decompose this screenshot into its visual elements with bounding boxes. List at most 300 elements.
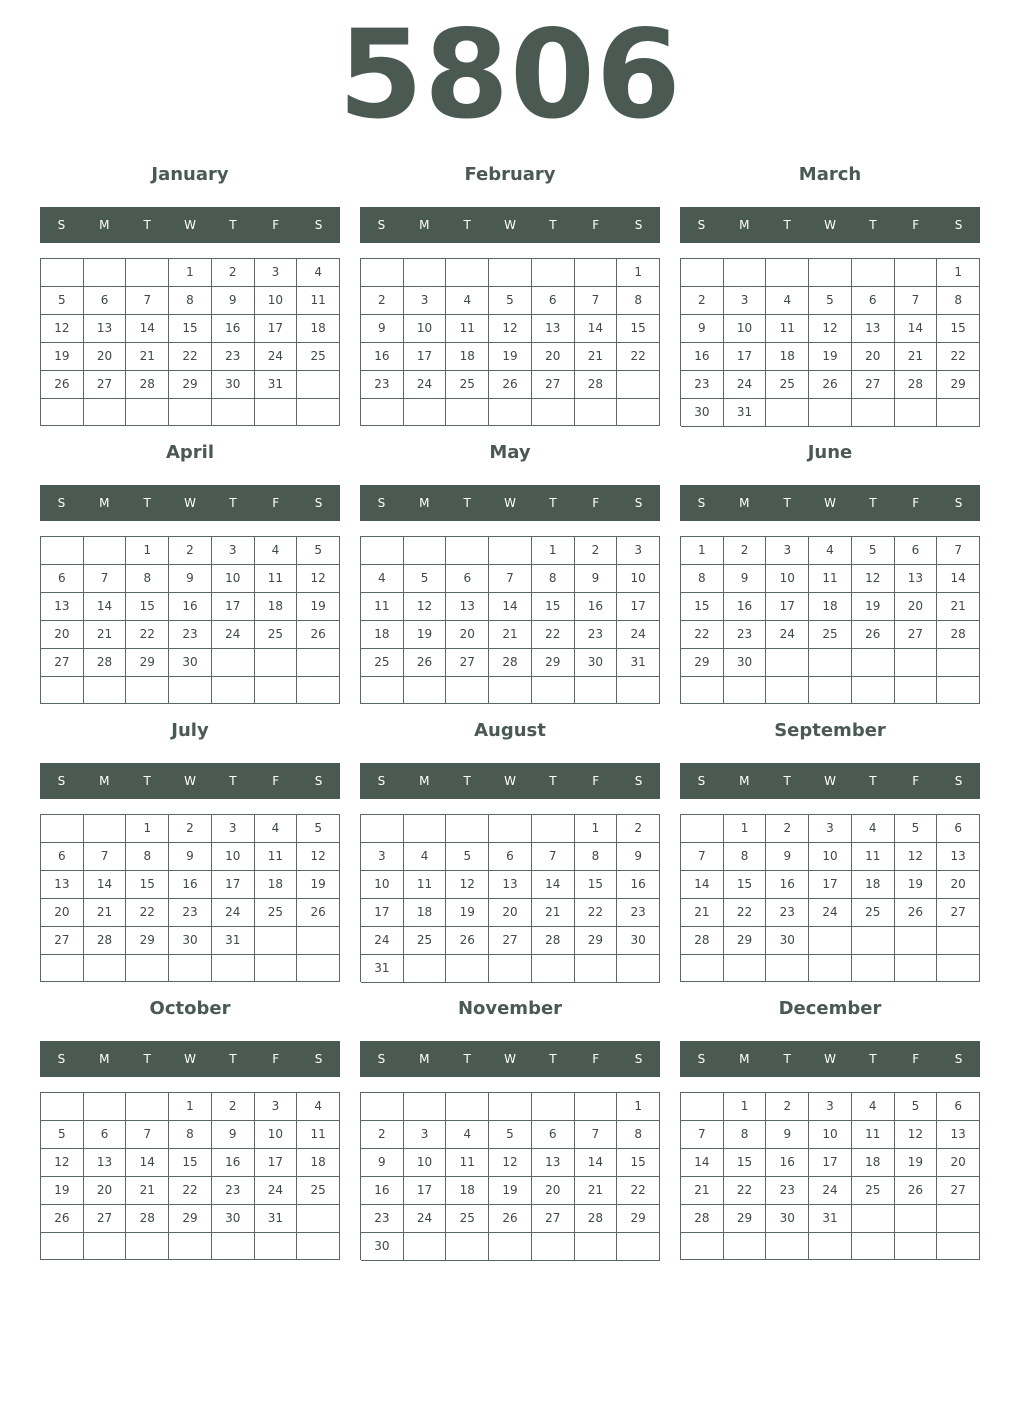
day-cell: 25 [852,899,895,927]
empty-day-cell [895,649,938,677]
empty-day-cell [255,927,298,955]
empty-day-cell [766,955,809,982]
empty-day-cell [852,677,895,704]
empty-day-cell [446,259,489,287]
day-cell: 8 [575,843,618,871]
empty-day-cell [212,955,255,982]
empty-day-cell [617,677,660,704]
day-cell: 4 [255,815,298,843]
empty-day-cell [937,399,980,427]
day-cell: 23 [766,1177,809,1205]
day-cell: 14 [937,565,980,593]
empty-day-cell [126,955,169,982]
day-grid [360,1092,660,1260]
weekday-label: S [954,218,963,232]
day-cell: 9 [681,315,724,343]
day-cell: 26 [489,1205,532,1233]
weekday-label: S [314,496,323,510]
day-cell: 18 [255,871,298,899]
day-cell: 17 [212,593,255,621]
day-cell: 30 [766,1205,809,1233]
month-title: May [489,442,531,463]
weekday-label: T [549,218,557,232]
empty-day-cell [532,815,575,843]
empty-day-cell [126,677,169,704]
weekday-label: T [869,218,877,232]
empty-day-cell [212,399,255,426]
day-cell: 20 [895,593,938,621]
day-cell: 8 [169,1121,212,1149]
day-cell: 15 [617,315,660,343]
day-cell: 5 [41,1121,84,1149]
day-cell: 30 [169,927,212,955]
day-cell: 31 [212,927,255,955]
day-cell: 25 [297,343,340,371]
day-cell: 10 [255,287,298,315]
empty-day-cell [41,1093,84,1121]
day-cell: 1 [937,259,980,287]
day-cell: 22 [532,621,575,649]
weekday-label: S [954,496,963,510]
empty-day-cell [84,1093,127,1121]
day-cell: 23 [681,371,724,399]
weekday-label: M [419,218,430,232]
day-cell: 18 [446,1177,489,1205]
day-cell: 8 [724,1121,767,1149]
day-cell: 18 [446,343,489,371]
day-cell: 20 [84,1177,127,1205]
empty-day-cell [809,1233,852,1260]
weekday-header [360,763,660,799]
day-cell: 26 [41,371,84,399]
month-title: August [474,720,546,741]
day-cell: 3 [809,815,852,843]
weekday-label: T [143,496,151,510]
weekday-label: S [634,496,643,510]
day-cell: 27 [84,371,127,399]
day-cell: 23 [766,899,809,927]
day-cell: 17 [724,343,767,371]
empty-day-cell [489,399,532,426]
day-cell: 25 [361,649,404,677]
empty-day-cell [895,927,938,955]
day-cell: 14 [532,871,575,899]
empty-day-cell [446,537,489,565]
day-cell: 29 [126,927,169,955]
day-cell: 4 [446,1121,489,1149]
empty-day-cell [446,399,489,426]
day-cell: 12 [41,1149,84,1177]
day-cell: 6 [532,1121,575,1149]
day-cell: 15 [126,593,169,621]
weekday-label: W [504,774,516,788]
day-cell: 7 [84,565,127,593]
day-cell: 3 [809,1093,852,1121]
day-cell: 2 [212,1093,255,1121]
day-cell: 24 [255,343,298,371]
empty-day-cell [255,649,298,677]
empty-day-cell [126,399,169,426]
day-cell: 18 [361,621,404,649]
day-cell: 8 [724,843,767,871]
day-cell: 24 [361,927,404,955]
day-cell: 11 [766,315,809,343]
weekday-label: S [697,1052,706,1066]
empty-day-cell [212,677,255,704]
day-cell: 29 [617,1205,660,1233]
day-cell: 30 [681,399,724,427]
empty-day-cell [126,259,169,287]
day-cell: 29 [724,1205,767,1233]
empty-day-cell [361,1093,404,1121]
day-cell: 3 [766,537,809,565]
day-cell: 6 [446,565,489,593]
day-cell: 22 [937,343,980,371]
day-cell: 19 [446,899,489,927]
day-cell: 20 [446,621,489,649]
empty-day-cell [809,677,852,704]
day-cell: 3 [255,1093,298,1121]
empty-day-cell [617,371,660,399]
day-cell: 16 [724,593,767,621]
day-cell: 12 [895,843,938,871]
empty-day-cell [681,677,724,704]
empty-day-cell [937,649,980,677]
weekday-label: T [143,1052,151,1066]
weekday-label: M [419,1052,430,1066]
day-cell: 17 [809,1149,852,1177]
day-cell: 10 [617,565,660,593]
day-cell: 26 [895,1177,938,1205]
day-cell: 8 [617,287,660,315]
weekday-label: W [824,496,836,510]
day-cell: 23 [212,343,255,371]
empty-day-cell [681,1093,724,1121]
day-cell: 10 [361,871,404,899]
day-cell: 18 [255,593,298,621]
empty-day-cell [212,1233,255,1260]
day-cell: 14 [575,1149,618,1177]
day-cell: 17 [361,899,404,927]
day-cell: 18 [297,1149,340,1177]
empty-day-cell [297,955,340,982]
empty-day-cell [446,815,489,843]
day-cell: 19 [895,871,938,899]
day-cell: 20 [852,343,895,371]
day-cell: 28 [126,371,169,399]
day-cell: 28 [532,927,575,955]
month-september [680,714,980,984]
day-cell: 22 [169,343,212,371]
empty-day-cell [724,955,767,982]
weekday-label: T [229,1052,237,1066]
weekday-header [680,485,980,521]
empty-day-cell [575,677,618,704]
day-cell: 13 [41,871,84,899]
day-cell: 12 [852,565,895,593]
day-cell: 6 [489,843,532,871]
day-cell: 5 [809,287,852,315]
empty-day-cell [361,259,404,287]
day-cell: 1 [724,1093,767,1121]
weekday-label: S [377,774,386,788]
day-grid [360,814,660,982]
day-cell: 24 [809,899,852,927]
day-cell: 22 [169,1177,212,1205]
day-cell: 10 [212,843,255,871]
empty-day-cell [937,927,980,955]
day-cell: 19 [404,621,447,649]
empty-day-cell [532,1093,575,1121]
day-cell: 4 [297,259,340,287]
empty-day-cell [297,1233,340,1260]
month-april [40,436,340,706]
day-cell: 13 [41,593,84,621]
day-cell: 27 [41,649,84,677]
day-cell: 13 [532,1149,575,1177]
day-cell: 16 [361,1177,404,1205]
day-cell: 21 [84,621,127,649]
day-cell: 29 [724,927,767,955]
empty-day-cell [41,537,84,565]
day-cell: 6 [84,1121,127,1149]
day-cell: 19 [809,343,852,371]
day-cell: 13 [446,593,489,621]
day-cell: 14 [84,871,127,899]
day-cell: 1 [617,259,660,287]
empty-day-cell [84,259,127,287]
day-cell: 25 [446,1205,489,1233]
day-cell: 28 [84,927,127,955]
weekday-label: S [57,774,66,788]
day-cell: 7 [126,1121,169,1149]
day-cell: 18 [852,1149,895,1177]
day-cell: 19 [297,593,340,621]
day-cell: 18 [766,343,809,371]
weekday-label: T [143,774,151,788]
day-cell: 8 [126,843,169,871]
day-cell: 28 [84,649,127,677]
weekday-label: M [99,496,110,510]
empty-day-cell [681,815,724,843]
empty-day-cell [681,1233,724,1260]
month-title: March [798,164,862,185]
weekday-label: T [549,1052,557,1066]
day-cell: 28 [489,649,532,677]
day-cell: 12 [809,315,852,343]
day-cell: 6 [937,1093,980,1121]
weekday-label: F [272,1052,280,1066]
day-cell: 24 [212,621,255,649]
empty-day-cell [404,677,447,704]
empty-day-cell [617,399,660,426]
day-cell: 23 [617,899,660,927]
day-cell: 19 [895,1149,938,1177]
empty-day-cell [895,677,938,704]
weekday-header [680,207,980,243]
day-cell: 28 [937,621,980,649]
day-cell: 26 [809,371,852,399]
empty-day-cell [937,1205,980,1233]
day-cell: 18 [809,593,852,621]
day-cell: 28 [681,927,724,955]
weekday-label: T [783,1052,791,1066]
month-title: June [807,442,853,463]
day-cell: 26 [895,899,938,927]
day-cell: 31 [255,371,298,399]
day-cell: 1 [169,1093,212,1121]
weekday-label: T [869,496,877,510]
empty-day-cell [84,399,127,426]
weekday-label: M [739,218,750,232]
day-cell: 31 [617,649,660,677]
day-cell: 26 [489,371,532,399]
month-title: December [778,998,882,1019]
day-cell: 1 [126,815,169,843]
weekday-label: T [229,496,237,510]
empty-day-cell [852,649,895,677]
weekday-label: T [783,774,791,788]
day-cell: 23 [169,899,212,927]
weekday-label: T [549,774,557,788]
day-cell: 24 [212,899,255,927]
day-cell: 20 [489,899,532,927]
day-cell: 7 [575,1121,618,1149]
day-cell: 25 [852,1177,895,1205]
empty-day-cell [126,1093,169,1121]
weekday-label: W [184,496,196,510]
day-cell: 16 [575,593,618,621]
weekday-label: T [229,774,237,788]
day-cell: 12 [297,843,340,871]
empty-day-cell [724,1233,767,1260]
weekday-label: M [739,1052,750,1066]
day-cell: 7 [126,287,169,315]
empty-day-cell [361,537,404,565]
weekday-header [40,207,340,243]
empty-day-cell [255,677,298,704]
empty-day-cell [446,677,489,704]
day-cell: 12 [489,1149,532,1177]
day-grid [680,1092,980,1260]
empty-day-cell [255,955,298,982]
day-cell: 6 [895,537,938,565]
day-cell: 15 [724,1149,767,1177]
day-cell: 16 [361,343,404,371]
day-cell: 5 [895,815,938,843]
day-cell: 9 [617,843,660,871]
day-cell: 2 [766,815,809,843]
day-cell: 25 [809,621,852,649]
day-cell: 17 [404,1177,447,1205]
weekday-label: W [184,1052,196,1066]
empty-day-cell [169,1233,212,1260]
day-cell: 17 [766,593,809,621]
day-cell: 11 [361,593,404,621]
day-cell: 21 [489,621,532,649]
day-cell: 9 [169,843,212,871]
day-cell: 6 [532,287,575,315]
empty-day-cell [681,955,724,982]
day-cell: 1 [724,815,767,843]
day-cell: 4 [361,565,404,593]
day-cell: 21 [532,899,575,927]
day-cell: 27 [937,899,980,927]
weekday-label: S [377,496,386,510]
empty-day-cell [84,955,127,982]
day-cell: 16 [617,871,660,899]
day-cell: 10 [404,1149,447,1177]
day-cell: 13 [84,315,127,343]
empty-day-cell [766,399,809,427]
day-cell: 15 [681,593,724,621]
empty-day-cell [489,1233,532,1261]
empty-day-cell [575,399,618,426]
day-cell: 28 [575,1205,618,1233]
weekday-label: F [912,774,920,788]
empty-day-cell [617,955,660,983]
day-cell: 4 [297,1093,340,1121]
weekday-label: T [463,218,471,232]
weekday-label: T [463,774,471,788]
empty-day-cell [446,1233,489,1261]
weekday-label: F [912,496,920,510]
weekday-label: T [549,496,557,510]
day-cell: 12 [41,315,84,343]
day-cell: 21 [575,1177,618,1205]
day-cell: 5 [852,537,895,565]
day-cell: 21 [84,899,127,927]
month-june [680,436,980,706]
day-cell: 14 [895,315,938,343]
weekday-label: S [634,218,643,232]
day-cell: 26 [41,1205,84,1233]
day-cell: 23 [212,1177,255,1205]
empty-day-cell [361,815,404,843]
empty-day-cell [895,1205,938,1233]
weekday-label: T [143,218,151,232]
empty-day-cell [937,1233,980,1260]
empty-day-cell [895,1233,938,1260]
empty-day-cell [809,927,852,955]
day-cell: 24 [404,371,447,399]
day-cell: 25 [255,621,298,649]
day-cell: 10 [255,1121,298,1149]
weekday-label: M [739,774,750,788]
day-cell: 10 [809,1121,852,1149]
weekday-label: F [272,774,280,788]
day-grid [680,536,980,704]
day-cell: 21 [681,1177,724,1205]
empty-day-cell [297,927,340,955]
day-cell: 24 [724,371,767,399]
day-cell: 1 [169,259,212,287]
day-cell: 27 [84,1205,127,1233]
day-cell: 2 [575,537,618,565]
empty-day-cell [404,955,447,983]
day-cell: 7 [575,287,618,315]
day-cell: 23 [169,621,212,649]
empty-day-cell [489,815,532,843]
day-cell: 30 [575,649,618,677]
empty-day-cell [532,259,575,287]
empty-day-cell [532,955,575,983]
day-grid [40,258,340,426]
day-cell: 18 [297,315,340,343]
day-cell: 22 [617,343,660,371]
day-cell: 16 [212,315,255,343]
day-cell: 1 [126,537,169,565]
